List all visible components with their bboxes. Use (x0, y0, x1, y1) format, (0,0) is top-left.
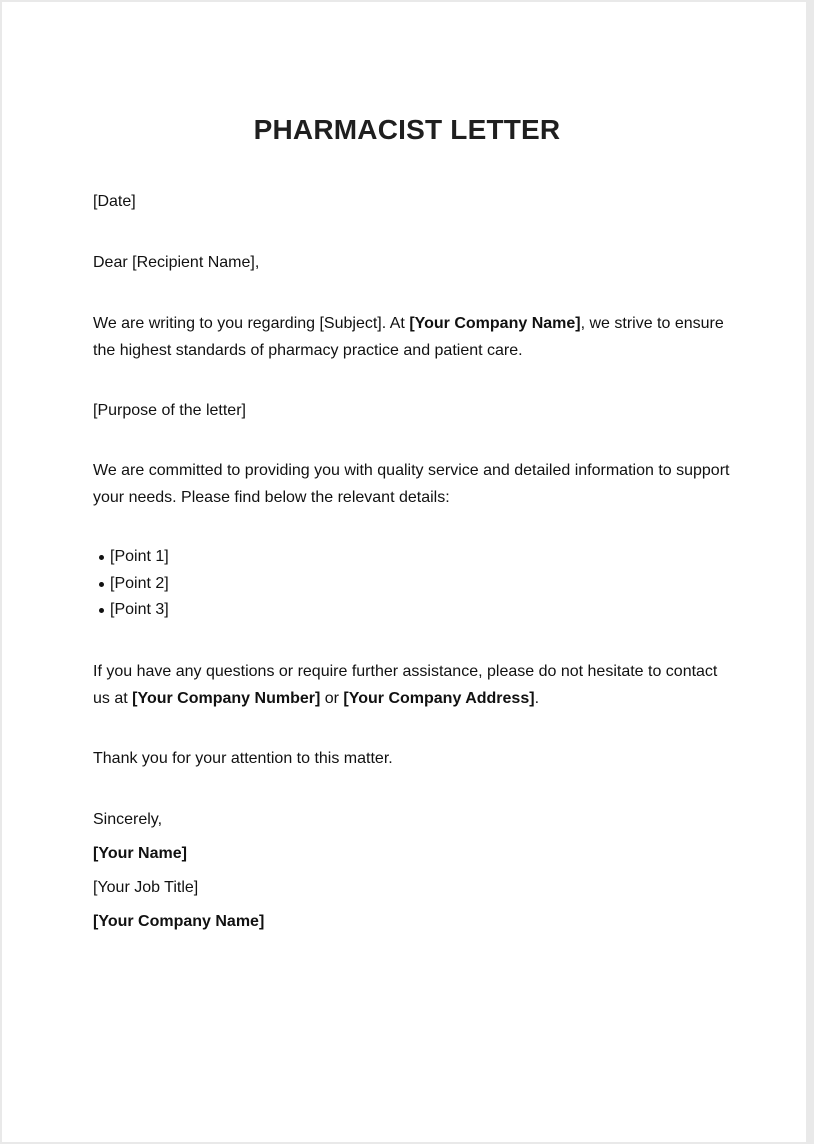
list-item: [Point 1] (93, 544, 169, 571)
contact-text-after: . (534, 689, 540, 707)
letter-page (2, 2, 806, 1142)
signature-company-name: [Your Company Name] (93, 913, 265, 930)
list-item: [Point 3] (93, 597, 169, 624)
thanks-line: Thank you for your attention to this matter. (93, 750, 393, 767)
signature-job-title: [Your Job Title] (93, 879, 199, 896)
intro-company-name: [Your Company Name] (409, 315, 581, 332)
intro-text-before: We are writing to you regarding [Subject]. At (93, 315, 410, 332)
list-item: [Point 2] (93, 571, 169, 598)
points-list (93, 544, 169, 624)
salutation: Dear [Recipient Name], (93, 254, 260, 271)
intro-text-after: , we strive to ensure the highest standards of pharmacy practice and patient care. (93, 315, 724, 359)
contact-paragraph (93, 659, 733, 712)
contact-text-middle: or (320, 689, 344, 707)
contact-company-number: [Your Company Number] (132, 689, 321, 707)
page-title: PHARMACIST LETTER (253, 114, 561, 145)
intro-paragraph (93, 311, 733, 364)
contact-company-address: [Your Company Address] (343, 689, 535, 707)
purpose-line: [Purpose of the letter] (93, 402, 246, 419)
contact-text-before: If you have any questions or require further assistance, please do not hesitate to contact us at (93, 663, 718, 707)
commitment-paragraph: We are committed to providing you with quality service and detailed information to support your needs. Please find below the relevant details: (93, 462, 730, 506)
date-line: [Date] (93, 193, 136, 210)
signature-name: [Your Name] (93, 845, 187, 862)
closing-line: Sincerely, (93, 811, 163, 828)
